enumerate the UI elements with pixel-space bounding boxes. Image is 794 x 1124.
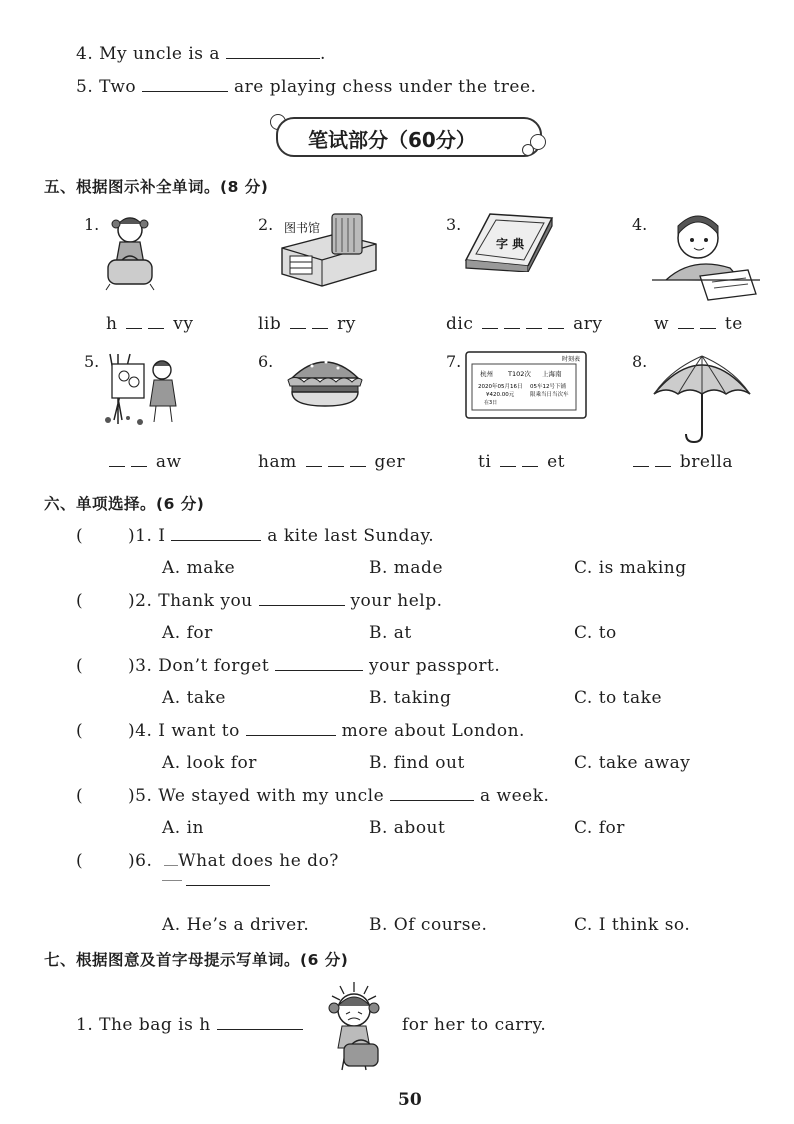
option-b[interactable]: B. made: [369, 558, 443, 578]
word-item-8: brella: [630, 452, 733, 472]
option-b[interactable]: B. about: [369, 818, 446, 838]
answer-paren[interactable]: (: [76, 721, 83, 741]
svg-text:2020年05月16日: 2020年05月16日: [478, 384, 523, 390]
word-item-5: aw: [106, 452, 182, 472]
item-number: 3.: [446, 215, 462, 234]
option-a[interactable]: A. look for: [162, 753, 257, 773]
item-number: 5.: [84, 352, 100, 371]
choice-question-2: )2. Thank you your help.: [128, 591, 443, 611]
section-6-title: 六、单项选择。(6 分): [44, 495, 205, 513]
option-a[interactable]: A. take: [162, 688, 226, 708]
svg-text:¥420.00元: ¥420.00元: [486, 392, 515, 398]
choice-question-4: )4. I want to more about London.: [128, 721, 525, 741]
option-b[interactable]: B. find out: [369, 753, 465, 773]
option-a[interactable]: A. He’s a driver.: [162, 915, 310, 935]
answer-paren[interactable]: (: [76, 591, 83, 611]
word-item-2: lib ry: [258, 314, 356, 334]
item-number: 8.: [632, 352, 648, 371]
svg-text:限乘当日当次车: 限乘当日当次车: [530, 392, 569, 398]
dialogue-dash: [162, 880, 182, 881]
answer-blank[interactable]: [217, 1015, 303, 1030]
option-b[interactable]: B. at: [369, 623, 412, 643]
boy-writing-icon: [652, 210, 762, 302]
option-c[interactable]: C. to take: [574, 688, 663, 708]
bubble-decoration: [522, 144, 534, 156]
answer-paren[interactable]: (: [76, 526, 83, 546]
girl-carrying-heavy-bag-icon: [98, 212, 168, 292]
section-7-question-1: 1. The bag is h: [76, 1015, 303, 1035]
svg-text:时刻表: 时刻表: [562, 356, 581, 363]
girl-with-heavy-bag-icon: [314, 978, 398, 1074]
option-a[interactable]: A. in: [162, 818, 204, 838]
word-item-3: dic ary: [446, 314, 603, 334]
word-item-7: ti et: [478, 452, 565, 472]
item-number: 6.: [258, 352, 274, 371]
choice-question-5: )5. We stayed with my uncle a week.: [128, 786, 550, 806]
answer-paren[interactable]: (: [76, 851, 83, 871]
option-b[interactable]: B. Of course.: [369, 915, 488, 935]
svg-text:05车12号下铺: 05车12号下铺: [530, 384, 566, 390]
library-sign: 图书馆: [284, 221, 321, 235]
item-number: 4.: [632, 215, 648, 234]
dictionary-book-icon: [462, 210, 554, 272]
option-a[interactable]: A. make: [162, 558, 236, 578]
choice-question-1: )1. I a kite last Sunday.: [128, 526, 435, 546]
question-5-line: 5. Two are playing chess under the tree.: [76, 77, 537, 97]
word-item-6: ham ger: [258, 452, 406, 472]
banner-title: 笔试部分（60分）: [308, 128, 476, 152]
option-c[interactable]: C. to: [574, 623, 617, 643]
section-5-title: 五、根据图示补全单词。(8 分): [44, 178, 269, 196]
svg-text:在3日: 在3日: [484, 400, 498, 406]
choice-question-3: )3. Don’t forget your passport.: [128, 656, 501, 676]
word-item-4: w te: [654, 314, 743, 334]
dictionary-title: 字 典: [496, 237, 525, 251]
section-7-title: 七、根据图意及首字母提示写单词。(6 分): [44, 951, 349, 969]
option-c[interactable]: C. take away: [574, 753, 691, 773]
svg-text:T102次: T102次: [508, 370, 531, 378]
answer-blank[interactable]: [142, 77, 228, 92]
answer-blank[interactable]: [186, 885, 270, 886]
option-b[interactable]: B. taking: [369, 688, 452, 708]
answer-blank[interactable]: [226, 44, 320, 59]
choice-question-6: )6. What does he do?: [128, 851, 339, 871]
item-number: 2.: [258, 215, 274, 234]
option-a[interactable]: A. for: [162, 623, 213, 643]
page-number: 50: [398, 1090, 422, 1110]
hamburger-icon: [286, 352, 364, 410]
girl-drawing-easel-icon: [100, 350, 188, 426]
question-4-line: 4. My uncle is a .: [76, 44, 326, 64]
option-c[interactable]: C. is making: [574, 558, 687, 578]
svg-text:杭州: 杭州: [480, 370, 493, 378]
svg-text:上海南: 上海南: [542, 370, 562, 378]
item-number: 7.: [446, 352, 462, 371]
item-number: 1.: [84, 215, 100, 234]
train-ticket-icon: [464, 350, 588, 420]
word-item-1: h vy: [106, 314, 194, 334]
option-c[interactable]: C. I think so.: [574, 915, 691, 935]
answer-paren[interactable]: (: [76, 786, 83, 806]
option-c[interactable]: C. for: [574, 818, 625, 838]
umbrella-icon: [650, 350, 754, 446]
section-7-question-1-suffix: for her to carry.: [402, 1015, 547, 1035]
answer-paren[interactable]: (: [76, 656, 83, 676]
library-building-icon: [276, 208, 384, 290]
